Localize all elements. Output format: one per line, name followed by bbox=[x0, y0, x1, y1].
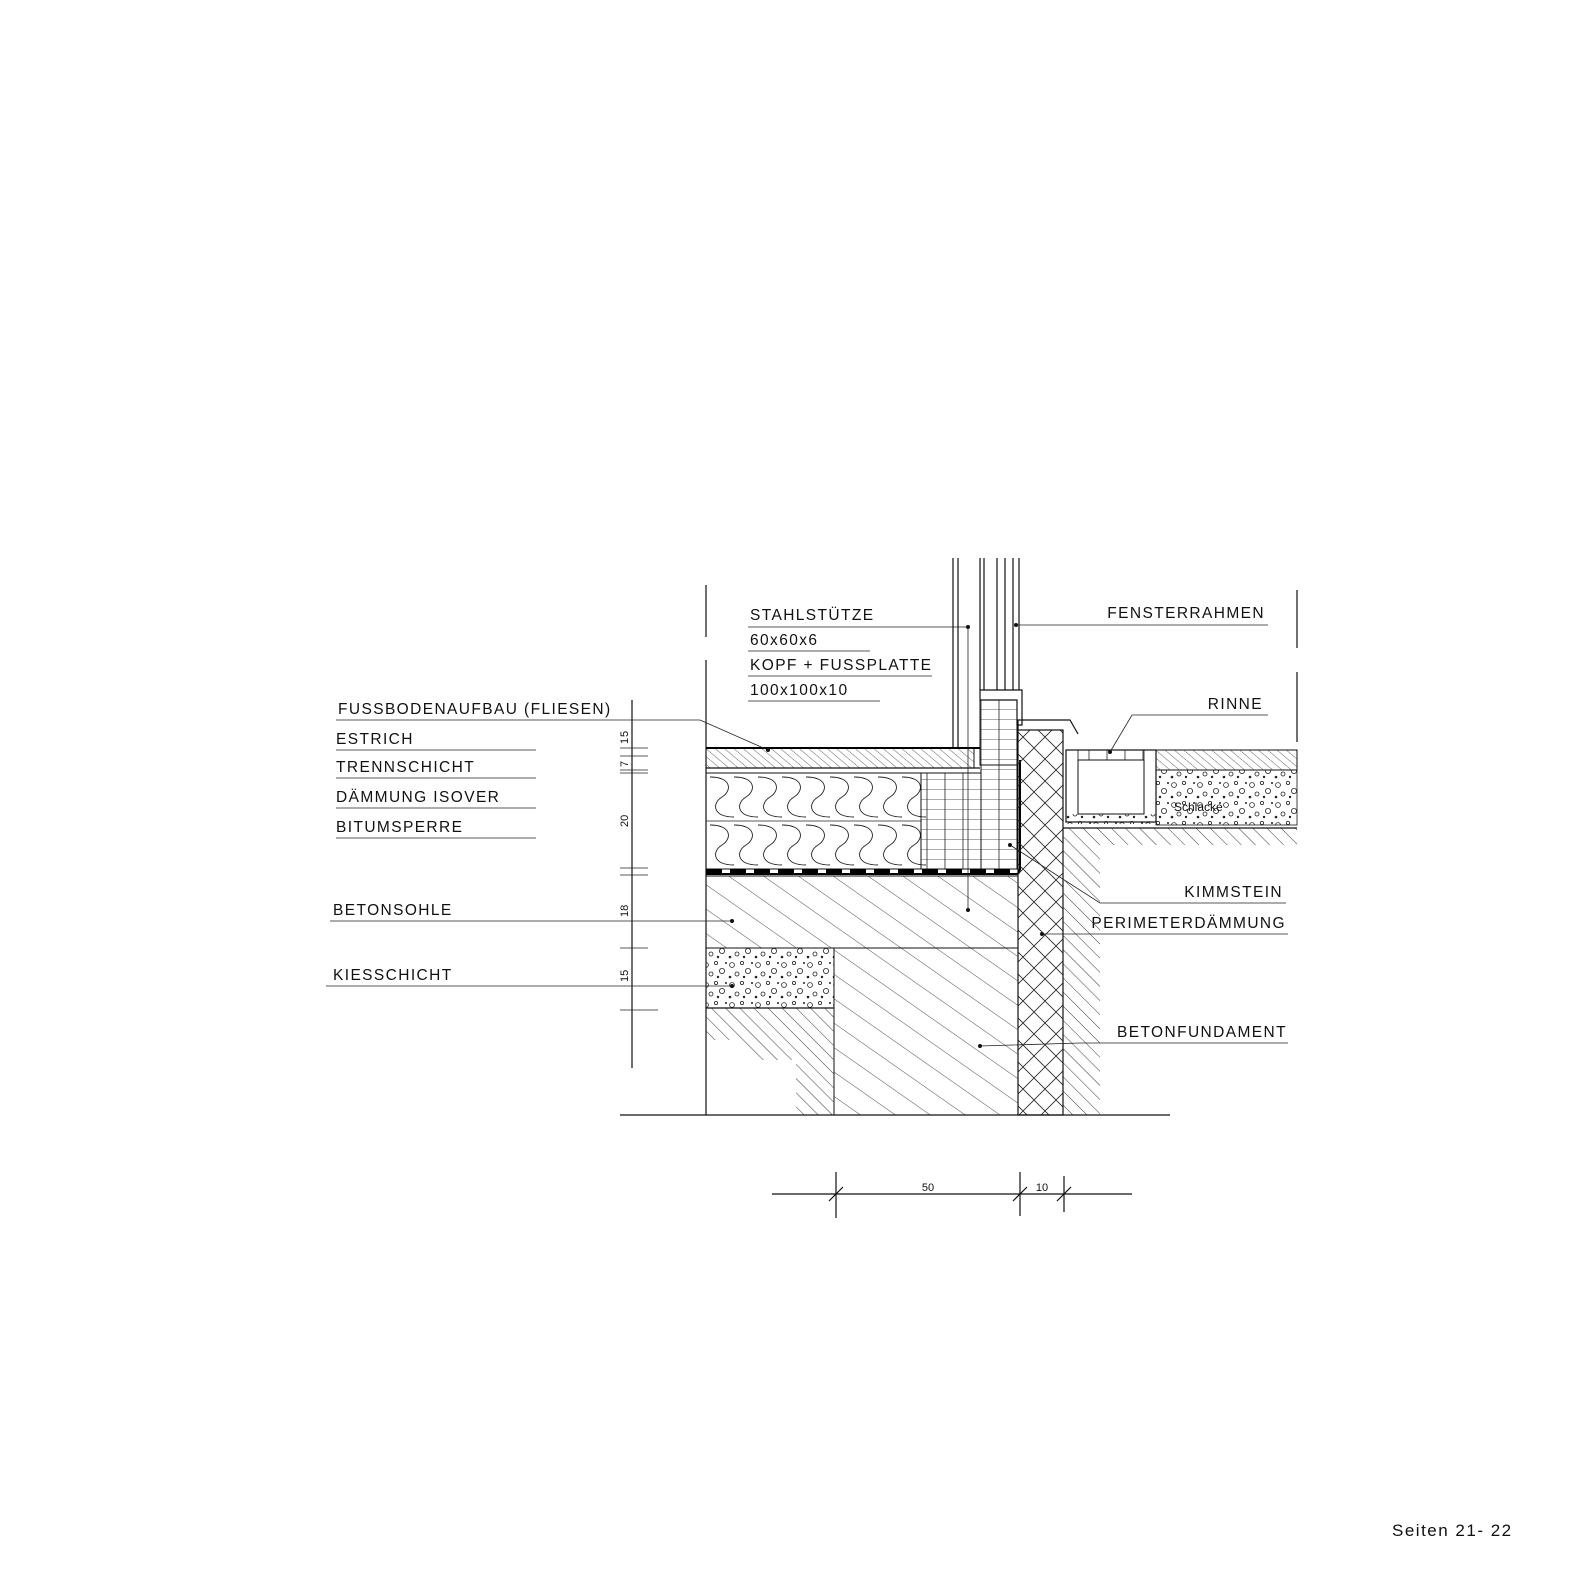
label-fussbodenaufbau: FUSSBODENAUFBAU (FLIESEN) bbox=[338, 701, 612, 718]
label-betonsohle: BETONSOHLE bbox=[333, 902, 453, 919]
label-platte-size: 100x100x10 bbox=[750, 682, 849, 699]
label-rinne: RINNE bbox=[1207, 696, 1263, 713]
label-kiesschicht: KIESSCHICHT bbox=[333, 967, 453, 984]
label-stahlstuetze-size: 60x60x6 bbox=[750, 632, 819, 649]
insulation-wiggle bbox=[710, 825, 734, 865]
window-frame bbox=[980, 558, 1022, 765]
label-estrich: ESTRICH bbox=[336, 731, 414, 748]
insulation-wiggle bbox=[878, 777, 902, 817]
dim-15: 15 bbox=[619, 969, 631, 982]
gutter-rinne bbox=[1066, 750, 1156, 824]
vertical-dimension-chain bbox=[619, 700, 658, 1068]
dim-5: 5 bbox=[619, 730, 631, 737]
insulation-wiggle bbox=[806, 777, 830, 817]
label-kopf-fussplatte: KOPF + FUSSPLATTE bbox=[750, 657, 933, 674]
kimmstein-block bbox=[921, 773, 981, 869]
soil-right bbox=[1063, 828, 1297, 1115]
steel-column bbox=[953, 558, 984, 747]
dim-18: 18 bbox=[619, 904, 631, 917]
page-number: Seiten 21- 22 bbox=[1392, 1521, 1513, 1540]
label-stahlstuetze: STAHLSTÜTZE bbox=[750, 607, 875, 624]
insulation-wiggle bbox=[854, 825, 878, 865]
concrete-slab bbox=[706, 876, 1018, 948]
horizontal-dimension-chain bbox=[772, 1172, 1132, 1218]
insulation-wiggle bbox=[878, 825, 902, 865]
soil-left bbox=[706, 1008, 834, 1115]
dim-7: 7 bbox=[619, 760, 631, 767]
insulation-wiggle bbox=[758, 825, 782, 865]
insulation-wiggle bbox=[854, 777, 878, 817]
gravel-layer bbox=[706, 948, 834, 1008]
insulation-wiggle bbox=[830, 777, 854, 817]
insulation-wiggle bbox=[830, 825, 854, 865]
label-kimmstein: KIMMSTEIN bbox=[1184, 884, 1283, 901]
insulation-wiggle bbox=[734, 825, 758, 865]
label-schlacke: Schlacke bbox=[1174, 800, 1223, 814]
insulation-wiggle bbox=[734, 777, 758, 817]
dim-50: 50 bbox=[921, 1182, 935, 1194]
dim-1: 1 bbox=[619, 737, 631, 744]
insulation-wiggle bbox=[782, 777, 806, 817]
label-perimeterdaemmung: PERIMETERDÄMMUNG bbox=[1091, 915, 1286, 932]
dim-20: 20 bbox=[619, 814, 631, 827]
insulation-wiggle bbox=[782, 825, 806, 865]
label-betonfundament: BETONFUNDAMENT bbox=[1116, 1024, 1287, 1041]
label-fensterrahmen: FENSTERRAHMEN bbox=[1107, 605, 1265, 622]
label-trennschicht: TRENNSCHICHT bbox=[336, 759, 476, 776]
insulation-wiggle bbox=[758, 777, 782, 817]
insulation-wiggle bbox=[806, 825, 830, 865]
perimeter-insulation bbox=[1018, 730, 1063, 1115]
tiles-screed bbox=[706, 748, 974, 768]
paving bbox=[1156, 750, 1297, 770]
label-bitumsperre: BITUMSPERRE bbox=[336, 819, 464, 836]
label-daemmung: DÄMMUNG ISOVER bbox=[336, 789, 501, 806]
insulation-layer bbox=[706, 773, 926, 869]
dim-10: 10 bbox=[1035, 1182, 1049, 1194]
slag-layer bbox=[1156, 770, 1297, 825]
concrete-foundation bbox=[834, 948, 1018, 1115]
labels-left bbox=[326, 701, 770, 988]
insulation-wiggle bbox=[710, 777, 734, 817]
